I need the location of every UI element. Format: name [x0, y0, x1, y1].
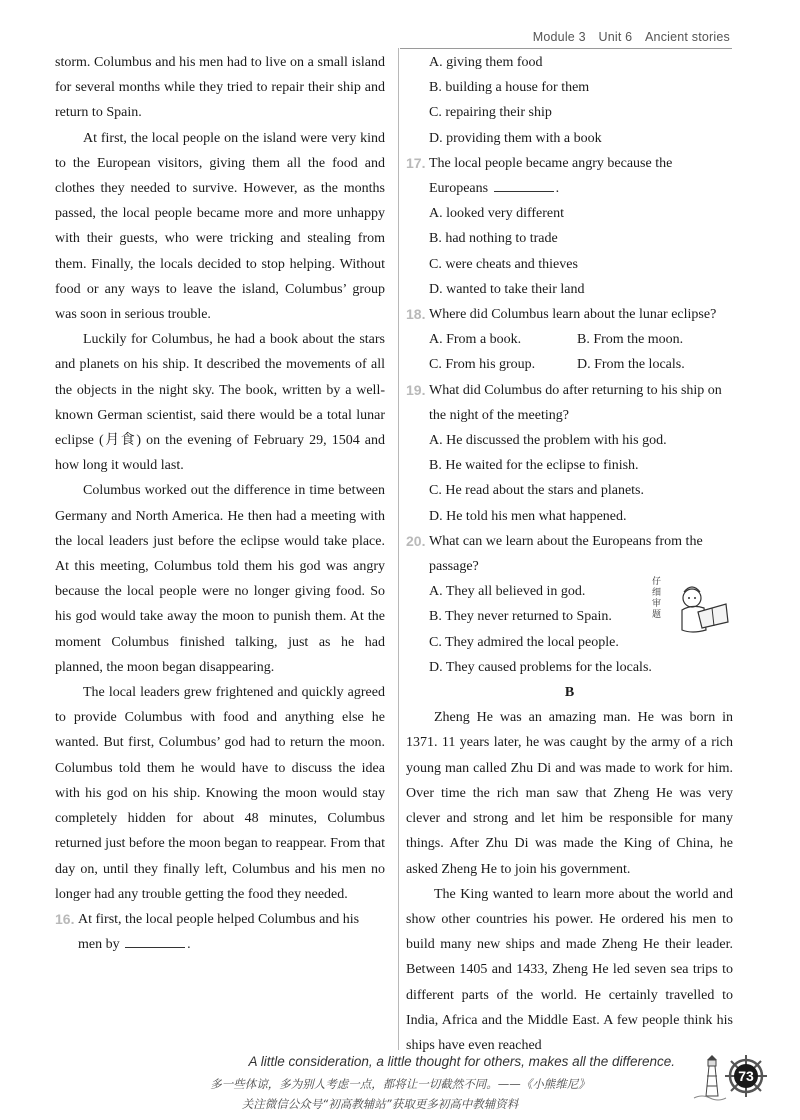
passage-paragraph: The local leaders grew frightened and quickly agreed to provide Columbus with food and anything else he wanted. But first, Columbus’ god had to return the moon. Columbus told them he would have to discuss the idea with his god on his ship. Knowing the moon would stay completely hidden for about 48 minutes, Columbus returned just before the moon began to reappear. From that day on, until they finally left, Columbus and his men no longer had any trouble getting the food they needed.: [55, 685, 385, 902]
passage-b-paragraph: The King wanted to learn more about the world and show other countries his power. He ordered his men to build many new ships and made Zheng He their leader. Between 1405 and 1433, Zheng He led seven sea trips to different parts of the world. He certainly travelled to India, Africa and the Middle East. A few people think his ships have even reached: [406, 886, 733, 1053]
doodle-char: 审: [652, 599, 662, 609]
question-text-end: .: [187, 937, 191, 953]
answer-blank[interactable]: [494, 177, 554, 192]
footer-quote-chinese: 多一些体谅，多为别人考虑一点，都将让一切截然不同。——《小熊维尼》: [210, 1077, 590, 1091]
question-text: At first, the local people helped Columbus and his men by: [78, 911, 360, 953]
page-number: 73: [738, 1068, 754, 1084]
option[interactable]: A. giving them food: [429, 55, 543, 70]
option[interactable]: A. looked very different: [429, 206, 565, 222]
question-text-end: .: [555, 181, 560, 197]
question-number: 17.: [406, 154, 426, 171]
option[interactable]: D. From the locals.: [577, 357, 685, 373]
option[interactable]: D. wanted to take their land: [429, 281, 585, 297]
question-number: 16.: [55, 910, 75, 927]
passage-paragraph: At first, the local people on the island were very kind to the European visitors, giving them all the food and clothes they needed to survive. However, as the months passed, the local people became more and more unhappy with their guests, who were tricking and stealing from them. Finally, the locals decided to stop helping. Without food or any ways to leave the island, Columbus’ group was soon in serious trouble.: [55, 130, 385, 323]
option[interactable]: C. They admired the local people.: [429, 634, 619, 650]
option-row: [406, 352, 733, 377]
option[interactable]: B. From the moon.: [577, 332, 684, 348]
footer-quote-english: A little consideration, a little thought for others, makes all the difference.: [248, 1054, 675, 1069]
footer-notice-chinese: 关注微信公众号“初高教辅站”获取更多初高中教辅资料: [241, 1097, 519, 1111]
question-text: The local people became angry because the Europeans: [429, 155, 673, 197]
option[interactable]: C. He read about the stars and planets.: [429, 483, 644, 499]
passage-b-paragraph: Zheng He was an amazing man. He was born in 1371. 11 years later, he was caught by the army of a rich young man called Zhu Di and was made to work for him. Over time the rich man saw that Zheng He was very clever and strong and let him be responsible for many things. After Zhu Di was made the King of China, he asked Zheng He to join his government.: [406, 710, 733, 877]
column-divider: [398, 48, 399, 1050]
option[interactable]: B. had nothing to trade: [429, 231, 558, 247]
question-text: What did Columbus do after returning to his ship on the night of the meeting?: [429, 382, 722, 423]
option[interactable]: A. They all believed in god.: [429, 584, 586, 600]
option[interactable]: A. From a book.: [429, 332, 522, 348]
option[interactable]: D. providing them with a book: [429, 130, 602, 146]
header-module: Module 3: [532, 30, 586, 44]
question-number: 19.: [406, 381, 426, 398]
header-title: Ancient stories: [645, 30, 730, 44]
option[interactable]: B. They never returned to Spain.: [429, 609, 612, 625]
question-16: [55, 907, 385, 957]
right-column: [406, 50, 733, 1058]
section-label-b: B: [564, 685, 575, 701]
passage-paragraph: Columbus worked out the difference in time between Germany and North America. He then had a meeting with the local leaders just before the eclipse would take place. At this meeting, Columbus told them his god was angry because the local people were no longer giving food. So his god would take away the moon to punish them. At the moment Columbus finished talking, just as he had planned, the moon began disappearing.: [55, 483, 385, 675]
passage-paragraph: Luckily for Columbus, he had a book about the stars and planets on his ship. It described the movements of all the objects in the night sky. The book, written by a well-known German scientist, said there would be a total lunar eclipse (月食) on the evening of February 29, 1504 and how long it would last.: [55, 332, 385, 474]
option[interactable]: D. He told his men what happened.: [429, 508, 627, 524]
option[interactable]: C. From his group.: [429, 357, 536, 373]
question-text: What can we learn about the Europeans from the passage?: [429, 533, 703, 575]
reading-child-illustration: [642, 574, 738, 640]
doodle-char: 题: [652, 610, 662, 620]
header-unit: Unit 6: [598, 30, 633, 44]
doodle-char: 细: [652, 588, 662, 598]
left-column: [55, 50, 385, 957]
option[interactable]: C. repairing their ship: [429, 105, 552, 121]
question-19: [406, 378, 733, 428]
answer-blank[interactable]: [125, 933, 185, 948]
passage-paragraph: storm. Columbus and his men had to live on a small island for several months while they tried to repair their ship and return to Spain.: [55, 55, 385, 121]
option-row: [406, 327, 733, 352]
question-text: Where did Columbus learn about the lunar eclipse?: [429, 307, 717, 323]
option[interactable]: A. He discussed the problem with his god.: [429, 433, 667, 449]
header-rule: [400, 48, 732, 49]
question-number: 18.: [406, 306, 426, 323]
option[interactable]: B. building a house for them: [429, 80, 590, 96]
question-20: [406, 529, 733, 579]
option[interactable]: D. They caused problems for the locals.: [429, 659, 652, 675]
running-header: [533, 30, 730, 44]
option[interactable]: C. were cheats and thieves: [429, 256, 578, 272]
question-17: [406, 151, 733, 201]
question-number: 20.: [406, 532, 426, 549]
doodle-char: 仔: [652, 577, 662, 587]
question-18: [406, 302, 733, 327]
option[interactable]: B. He waited for the eclipse to finish.: [429, 458, 639, 474]
